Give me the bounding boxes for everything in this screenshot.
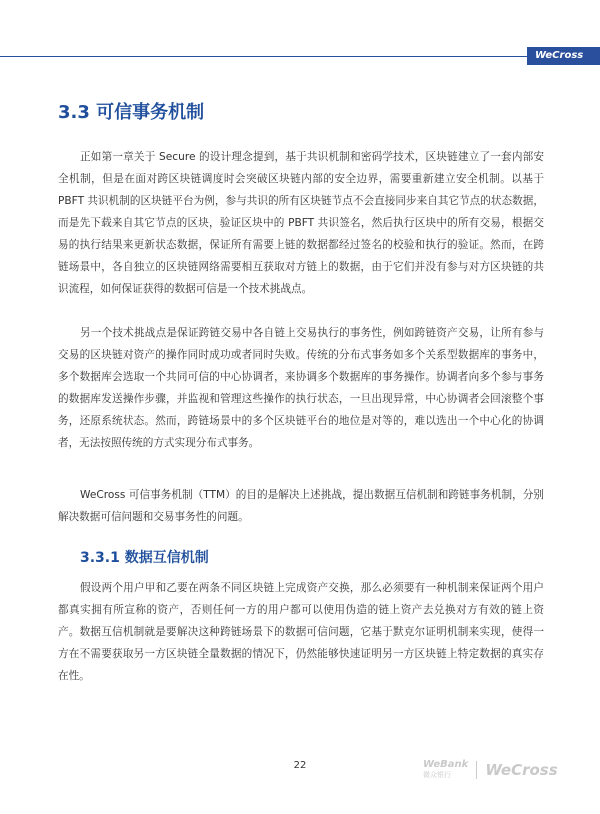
footer-logos — [423, 757, 558, 783]
webank-logo — [423, 760, 468, 780]
footer-wecross-logo: WeCross — [485, 761, 558, 779]
webank-logo-subtext: 微众银行 — [423, 771, 451, 779]
paragraph-ttm-purpose: WeCross 可信事务机制（TTM）的目的是解决上述挑战，提出数据互信机制和跨链事务机制，分别解决数据可信问题和交易事务性的问题。 — [58, 489, 544, 523]
subsection-title: 3.3.1 数据互信机制 — [80, 550, 209, 566]
webank-logo-text: WeBank — [423, 759, 469, 770]
header-wecross-logo: WeCross — [527, 47, 600, 65]
header-rule — [0, 56, 527, 57]
footer-divider — [476, 761, 477, 779]
section-title: 3.3 可信事务机制 — [58, 102, 205, 123]
paragraph-secure-design: 正如第一章关于 Secure 的设计理念提到，基于共识机制和密码学技术，区块链建立了一套内部安全机制，但是在面对跨区块链调度时会突破区块链内部的安全边界，需要重新建立安全机制。以基于 PBFT 共识机制的区块链平台为例，参与共识的所有区块链节点不会直接同步来自其它节点的状态数据，而是先下载来自其它节点的区块，验证区块中的 PBFT 共识签名，然后执行区块中的所有交易，根据交易的执行结果来更新状态数据，保证所有需要上链的数据都经过签名的校验和执行的验证。然而，在跨链场景中，各自独立的区块链网络需要相互获取对方链上的数据，由于它们并没有参与对方区块链的共识流程，如何保证获得的数据可信是一个技术挑战点。 — [58, 151, 544, 295]
page-number: 22 — [293, 760, 307, 771]
paragraph-data-trust: 假设两个用户甲和乙要在两条不同区块链上完成资产交换，那么必须要有一种机制来保证两个用户都真实拥有所宣称的资产，否则任何一方的用户都可以使用伪造的链上资产去兑换对方有效的链上资产。数据互信机制就是要解决这种跨链场景下的数据可信问题，它基于默克尔证明机制来实现，使得一方在不需要获取另一方区块链全量数据的情况下，仍然能够快速证明另一方区块链上特定数据的真实存在性。 — [58, 582, 544, 682]
paragraph-transaction-challenge: 另一个技术挑战点是保证跨链交易中各自链上交易执行的事务性，例如跨链资产交易，让所有参与交易的区块链对资产的操作同时成功或者同时失败。传统的分布式事务如多个关系型数据库的事务中，多个数据库会选取一个共同可信的中心协调者，来协调多个数据库的事务操作。协调者向多个参与事务的数据库发送操作步骤，并监视和管理这些操作的执行状态，一旦出现异常，中心协调者会回滚整个事务，还原系统状态。然而，跨链场景中的多个区块链平台的地位是对等的，难以选出一个中心化的协调者，无法按照传统的方式实现分布式事务。 — [58, 327, 544, 449]
